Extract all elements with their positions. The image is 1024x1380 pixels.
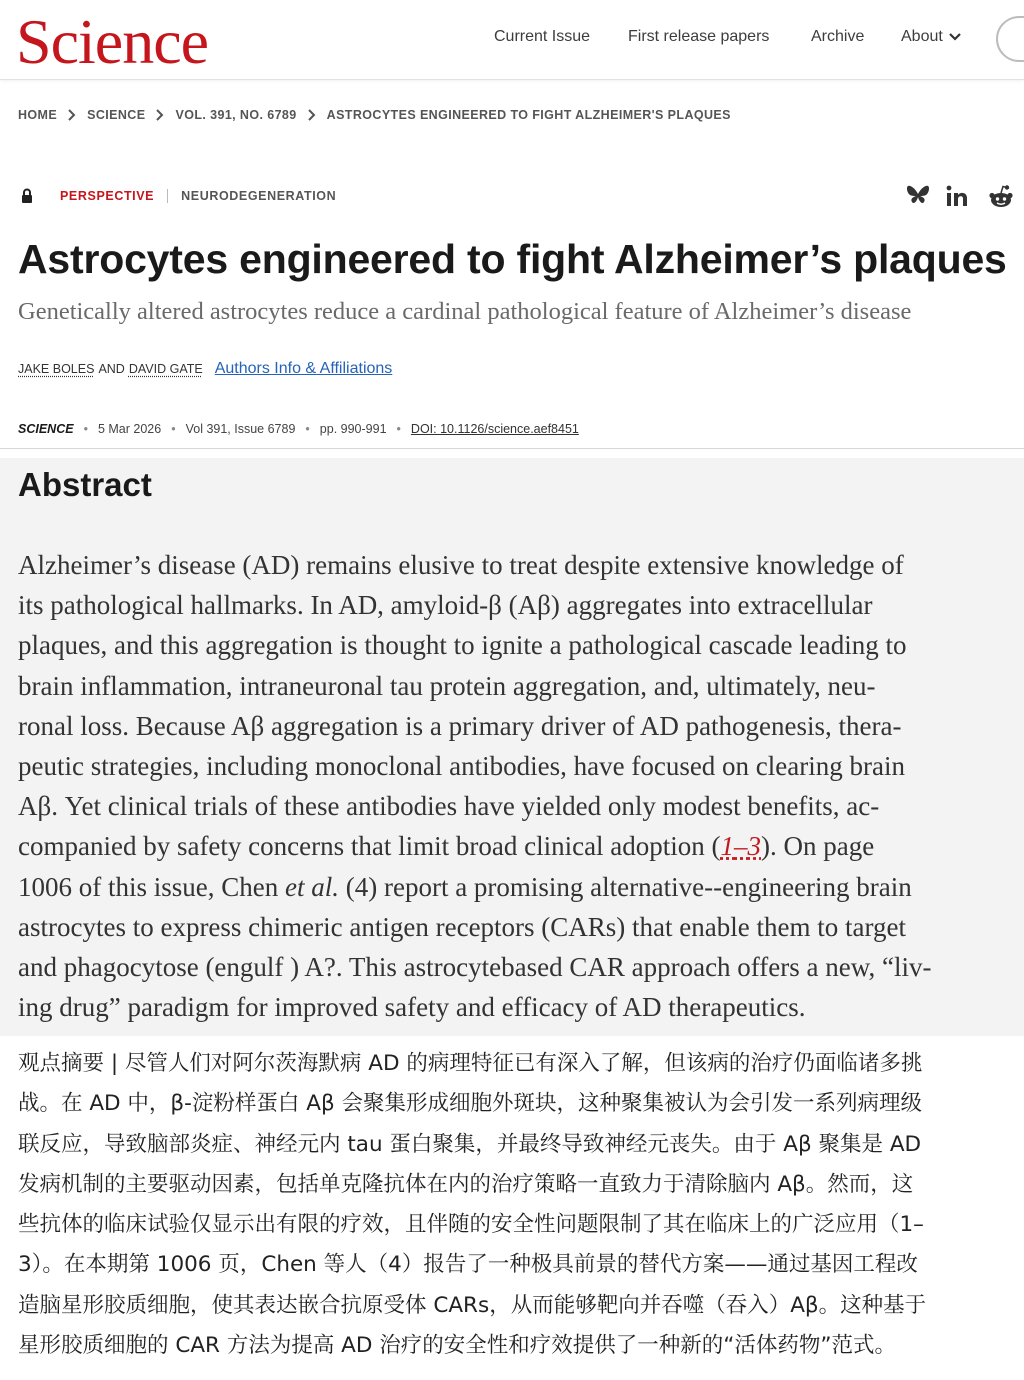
abstract-text xyxy=(18,545,931,1027)
translation-line: 联反应，导致脑部炎症、神经元内 tau 蛋白聚集，并最终导致神经元丧失。由于 Aβ 聚集是 AD xyxy=(18,1131,922,1157)
nav-first-release[interactable]: First release papers xyxy=(628,28,770,45)
separator-dot: • xyxy=(396,422,401,436)
chevron-right-icon xyxy=(305,108,319,122)
abstract-line: peutic strategies, including monoclonal antibodies, have focused on clearing brain xyxy=(18,750,905,781)
reddit-icon xyxy=(988,184,1014,210)
chevron-right-icon xyxy=(153,108,167,122)
article-title: Astrocytes engineered to fight Alzheimer’s plaques xyxy=(18,236,1007,282)
abstract-heading: Abstract xyxy=(18,466,152,503)
abstract-line: brain inflammation, intraneuronal tau protein aggregation, and, ultimately, neu- xyxy=(18,670,876,701)
publication-date: 5 Mar 2026 xyxy=(97,422,162,436)
authors-info-link[interactable]: Authors Info & Affiliations xyxy=(214,360,393,377)
abstract-line: its pathological hallmarks. In AD, amyloid-β (Aβ) aggregates into extracellular xyxy=(18,590,873,621)
doi-link[interactable]: DOI: 10.1126/science.aef8451 xyxy=(410,422,579,436)
chevron-down-icon xyxy=(947,29,963,45)
authors-line xyxy=(18,360,392,378)
translation-line: 战。在 AD 中，β-淀粉样蛋白 Aβ 会聚集形成细胞外斑块，这种聚集被认为会引发一系列病理级 xyxy=(18,1091,923,1117)
share-reddit[interactable] xyxy=(988,184,1014,210)
reference-link[interactable]: 1 xyxy=(720,831,735,862)
author-link[interactable]: DAVID GATE xyxy=(128,362,203,376)
translation-line: 些抗体的临床试验仅显示出有限的疗效，且伴随的安全性问题限制了其在临床上的广泛应用（1– xyxy=(18,1212,924,1238)
article-tags xyxy=(20,188,336,204)
abstract-line xyxy=(18,826,931,866)
et-al-text: et al. xyxy=(285,871,339,902)
breadcrumb xyxy=(18,108,731,122)
translation-line: 星形胶质细胞的 CAR 方法为提高 AD 治疗的安全性和疗效提供了一种新的“活体药物”范式。 xyxy=(18,1333,897,1359)
breadcrumb-home[interactable]: HOME xyxy=(18,108,58,122)
volume-issue[interactable]: Vol 391, Issue 6789 xyxy=(185,422,296,436)
nav-archive[interactable]: Archive xyxy=(811,28,865,45)
science-logo[interactable]: Science xyxy=(16,6,208,77)
reference-link[interactable]: 3 xyxy=(747,831,762,862)
article-subtitle: Genetically altered astrocytes reduce a cardinal pathological feature of Alzheimer’s disease xyxy=(18,298,912,325)
translation-line: 3）。在本期第 1006 页，Chen 等人（4）报告了一种极具前景的替代方案——通过基因工程改 xyxy=(18,1252,918,1278)
separator-dot: • xyxy=(171,422,176,436)
bluesky-icon xyxy=(906,184,930,206)
breadcrumb-science[interactable]: SCIENCE xyxy=(87,108,146,122)
tag-divider xyxy=(167,189,168,203)
breadcrumb-volume[interactable]: VOL. 391, NO. 6789 xyxy=(175,108,297,122)
separator-dot: • xyxy=(305,422,310,436)
translation-text xyxy=(18,1044,926,1366)
abstract-line: Aβ. Yet clinical trials of these antibodies have yielded only modest benefits, ac- xyxy=(18,791,880,822)
publication-info xyxy=(18,422,579,436)
abstract-line: Alzheimer’s disease (AD) remains elusive to treat despite extensive knowledge of xyxy=(18,550,904,580)
abstract-line: ing drug” paradigm for improved safety and efficacy of AD therapeutics. xyxy=(18,992,806,1023)
translation-line: 发病机制的主要驱动因素，包括单克隆抗体在内的治疗策略一直致力于清除脑内 Aβ。然而，这 xyxy=(18,1171,914,1197)
section-divider xyxy=(0,448,1024,449)
nav-current-issue[interactable]: Current Issue xyxy=(494,28,591,45)
topic-tag[interactable]: NEURODEGENERATION xyxy=(181,189,337,203)
reference-dash: – xyxy=(734,831,748,862)
author-conjunction: AND xyxy=(98,362,125,376)
nav-about[interactable]: About xyxy=(901,28,963,46)
linkedin-icon xyxy=(946,184,968,208)
journal-name[interactable]: SCIENCE xyxy=(18,422,74,436)
abstract-line xyxy=(18,867,931,907)
search-button[interactable] xyxy=(996,16,1024,62)
abstract-text-fragment: (4) report a promising alternative--engineering brain xyxy=(339,871,912,902)
author-link[interactable]: JAKE BOLES xyxy=(18,362,95,376)
site-header xyxy=(0,0,1024,80)
translation-line: 造脑星形胶质细胞，使其表达嵌合抗原受体 CARs，从而能够靶向并吞噬（吞入）Aβ。这种基于 xyxy=(18,1292,927,1318)
page-range: pp. 990-991 xyxy=(319,422,387,436)
abstract-line: plaques, and this aggregation is thought to ignite a pathological cascade leading to xyxy=(18,630,907,661)
separator-dot: • xyxy=(83,422,88,436)
abstract-line: and phagocytose (engulf ) A?. This astrocytebased CAR approach offers a new, “liv- xyxy=(18,951,932,982)
article-type-tag[interactable]: PERSPECTIVE xyxy=(60,189,155,203)
lock-icon xyxy=(20,188,34,204)
translation-line: 观点摘要 | 尽管人们对阿尔茨海默病 AD 的病理特征已有深入了解，但该病的治疗仍面临诸多挑 xyxy=(18,1051,923,1076)
share-bluesky[interactable] xyxy=(906,184,930,206)
abstract-text-fragment: 1006 of this issue, Chen xyxy=(18,871,285,902)
abstract-line: ronal loss. Because Aβ aggregation is a primary driver of AD pathogenesis, thera- xyxy=(18,710,902,741)
abstract-line: astrocytes to express chimeric antigen receptors (CARs) that enable them to target xyxy=(18,911,906,942)
share-linkedin[interactable] xyxy=(946,184,968,208)
abstract-text-fragment: ). On page xyxy=(761,831,875,862)
breadcrumb-article: ASTROCYTES ENGINEERED TO FIGHT ALZHEIMER'S PLAQUES xyxy=(326,108,731,122)
abstract-text-fragment: companied by safety concerns that limit broad clinical adoption ( xyxy=(18,831,721,862)
chevron-right-icon xyxy=(65,108,79,122)
